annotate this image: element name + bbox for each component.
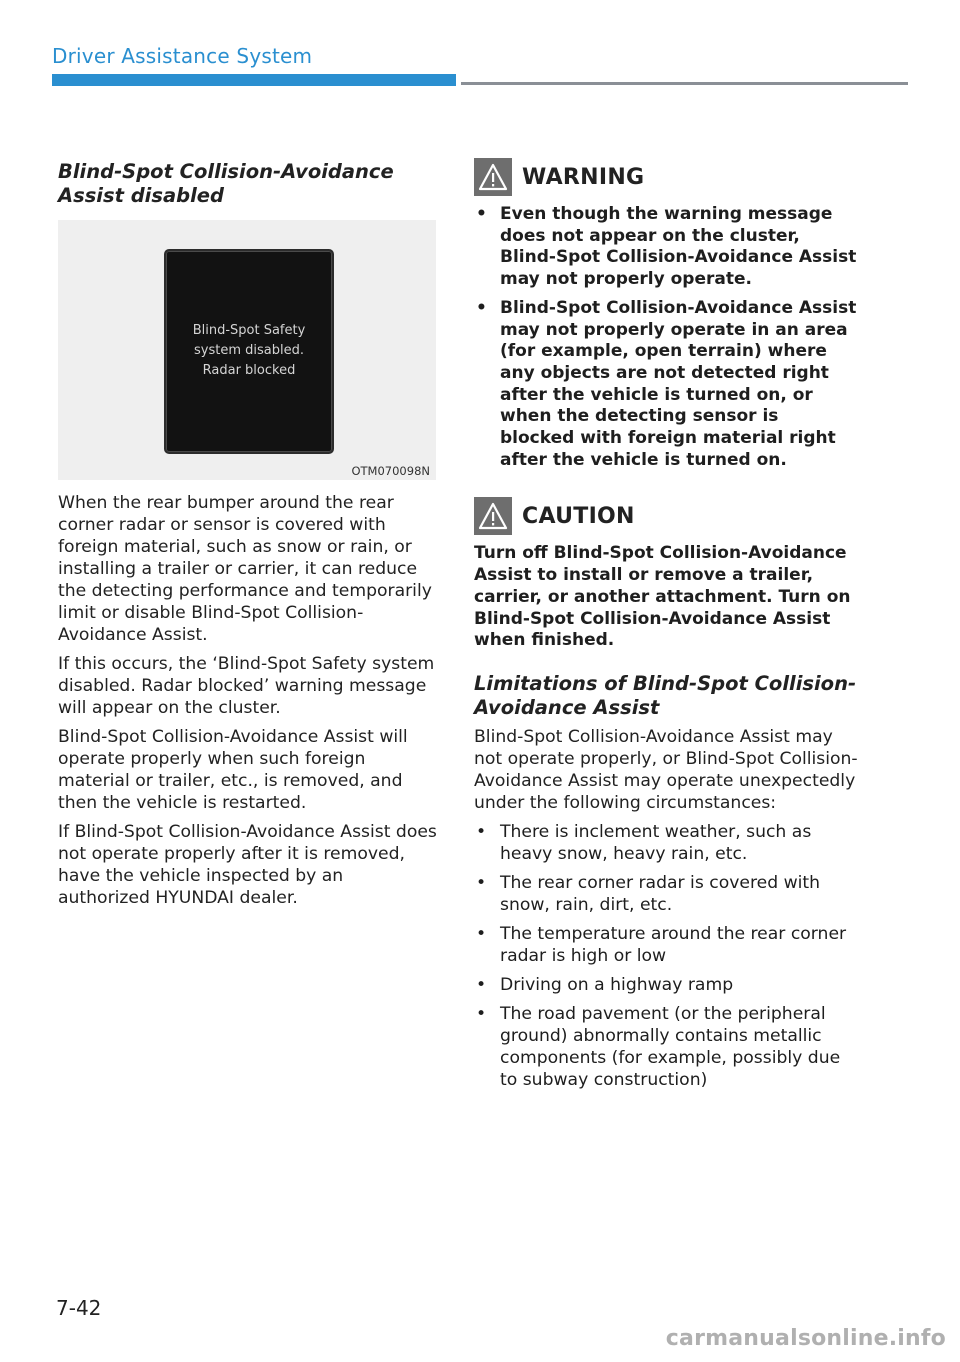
list-item: • There is inclement weather, such as heavy snow, heavy rain, etc. — [474, 821, 858, 865]
right-column — [474, 158, 858, 1098]
warning-title: WARNING — [522, 164, 645, 190]
caution-box — [474, 497, 858, 652]
limitations-list — [474, 821, 858, 1091]
paragraph: Blind-Spot Collision-Avoidance Assist may not operate properly, or Blind-Spot Collision-Avoidance Assist may operate unexpectedly under the following circumstances: — [474, 726, 858, 813]
caution-triangle-icon — [474, 497, 512, 535]
figure-code: OTM070098N — [351, 464, 430, 478]
list-item: • Driving on a highway ramp — [474, 974, 858, 996]
subsection-heading: Limitations of Blind-Spot Collision- Avoidance Assist — [474, 671, 857, 719]
warning-triangle-icon — [474, 158, 512, 196]
cluster-figure — [58, 220, 436, 480]
list-item: • Blind-Spot Collision-Avoidance Assist may not properly operate in an area (for example, open terrain) where any objects are not detected right after the vehicle is turned on, or when the detecting sensor is blocked with foreign material right after the vehicle is turned on. — [474, 298, 858, 472]
header-rule — [461, 82, 908, 85]
caution-header — [474, 497, 858, 535]
cluster-message: Blind-Spot Safety system disabled. Radar blocked — [192, 323, 306, 378]
list-item: • The road pavement (or the peripheral ground) abnormally contains metallic components (for example, possibly due to subway construction) — [474, 1003, 858, 1091]
list-item: • Even though the warning message does not appear on the cluster, Blind-Spot Collision-Avoidance Assist may not properly operate. — [474, 204, 858, 291]
left-column — [58, 160, 438, 916]
paragraph: If Blind-Spot Collision-Avoidance Assist does not operate properly after it is removed, have the vehicle inspected by an authorized HYUNDAI dealer. — [58, 822, 437, 908]
limitations-section — [474, 672, 858, 1091]
warning-header — [474, 158, 858, 196]
watermark: carmanualsonline.info — [665, 1326, 946, 1351]
page-number: 7-42 — [56, 1296, 102, 1320]
paragraph: If this occurs, the ‘Blind-Spot Safety system disabled. Radar blocked’ warning message will appear on the cluster. — [58, 654, 435, 718]
caution-text: Turn off Blind-Spot Collision-Avoidance Assist to install or remove a trailer, carrier, or another attachment. Turn on Blind-Spot Collision-Avoidance Assist when finished. — [474, 543, 851, 651]
header-accent-bar — [52, 74, 456, 86]
warning-list — [474, 204, 858, 471]
cluster-display — [164, 249, 334, 454]
list-item: • The temperature around the rear corner radar is high or low — [474, 923, 858, 967]
section-title: Driver Assistance System — [52, 44, 313, 68]
paragraph: Blind-Spot Collision-Avoidance Assist will operate properly when such foreign material or trailer, etc., is removed, and then the vehicle is restarted. — [58, 727, 408, 813]
paragraph: When the rear bumper around the rear corner radar or sensor is covered with foreign material, such as snow or rain, or installing a trailer or carrier, it can reduce the detecting performance and temporarily limit or disable Blind-Spot Collision-Avoidance Assist. — [58, 493, 432, 645]
warning-box — [474, 158, 858, 471]
subsection-heading: Blind-Spot Collision-Avoidance Assist disabled — [58, 160, 394, 207]
list-item: • The rear corner radar is covered with snow, rain, dirt, etc. — [474, 872, 858, 916]
caution-title: CAUTION — [522, 503, 635, 529]
